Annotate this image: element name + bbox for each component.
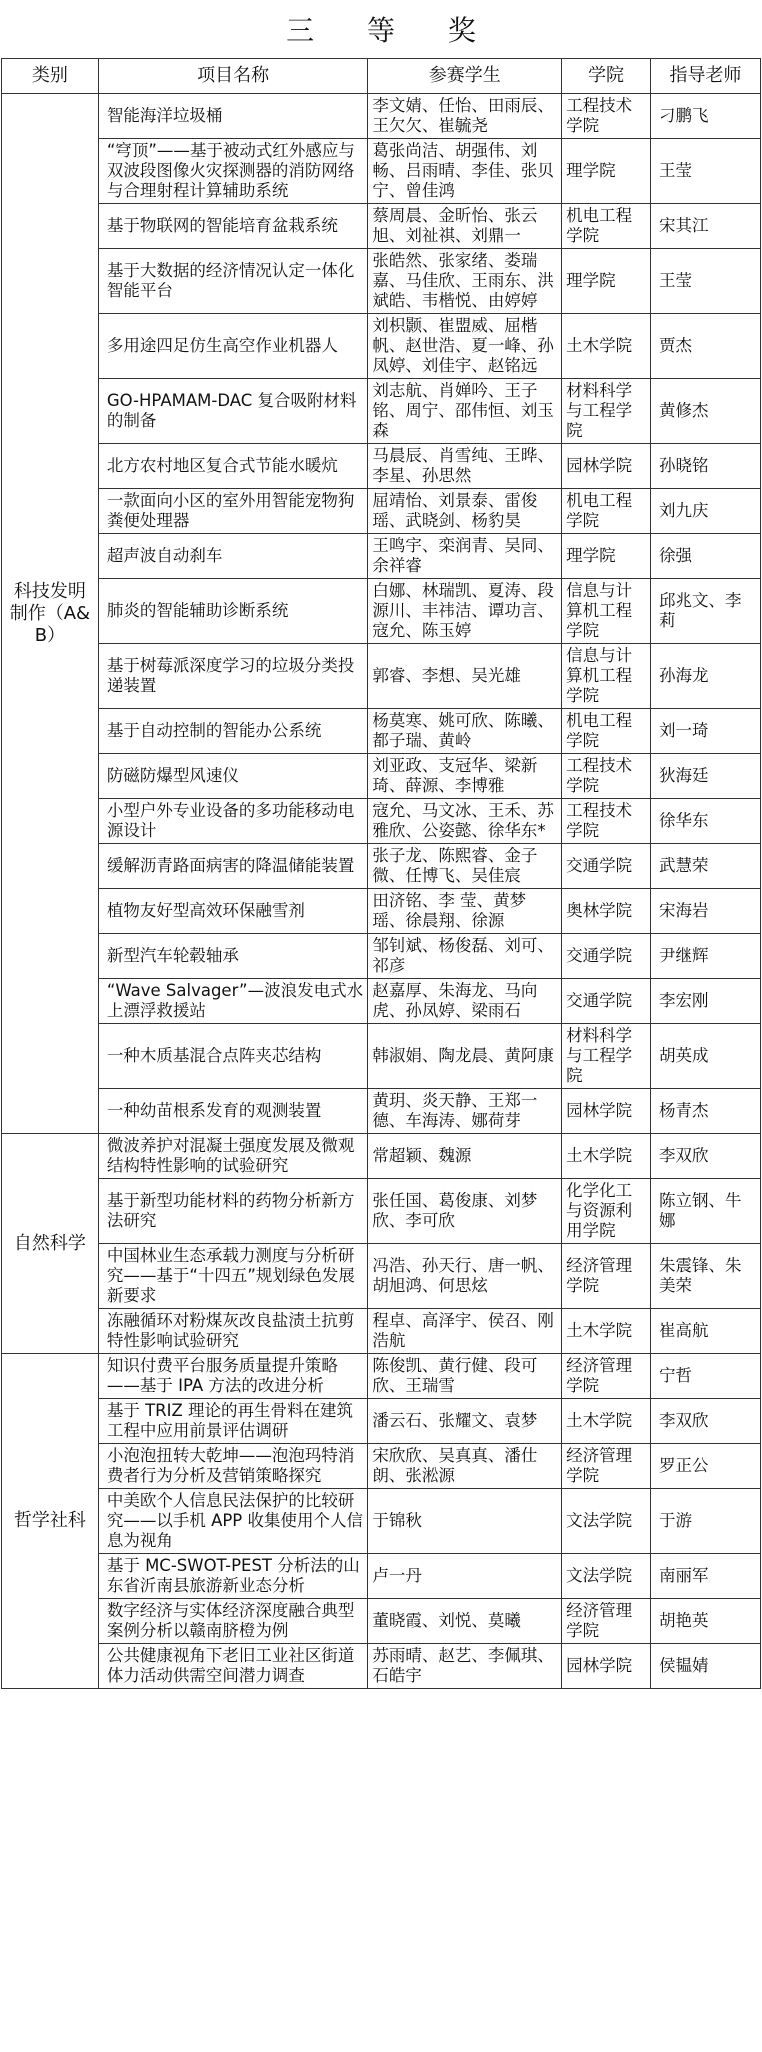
project-cell: GO-HPAMAM-DAC 复合吸附材料的制备: [98, 379, 368, 444]
advisor-cell: 刘九庆: [651, 489, 761, 534]
advisor-cell: 李双欣: [651, 1399, 761, 1444]
table-row: [2, 1554, 761, 1599]
project-cell: 基于 MC-SWOT-PEST 分析法的山东省沂南县旅游新业态分析: [98, 1554, 368, 1599]
students-cell: 常超颖、魏源: [368, 1134, 562, 1179]
table-row: [2, 1134, 761, 1179]
table-row: [2, 1644, 761, 1689]
project-cell: 北方农村地区复合式节能水暖炕: [98, 444, 368, 489]
project-cell: 缓解沥青路面病害的降温储能装置: [98, 844, 368, 889]
advisor-cell: 崔高航: [651, 1309, 761, 1354]
students-cell: 刘亚政、支冠华、梁新琦、薛源、李博雅: [368, 754, 562, 799]
project-cell: 植物友好型高效环保融雪剂: [98, 889, 368, 934]
project-cell: 微波养护对混凝土强度发展及微观结构特性影响的试验研究: [98, 1134, 368, 1179]
project-cell: 一种幼苗根系发育的观测装置: [98, 1089, 368, 1134]
students-cell: 白娜、林瑞凯、夏涛、段源川、丰祎洁、谭功言、寇允、陈玉婷: [368, 579, 562, 644]
college-cell: 机电工程学院: [562, 204, 651, 249]
advisor-cell: 王莹: [651, 139, 761, 204]
award-table: [1, 58, 761, 1689]
advisor-cell: 孙晓铭: [651, 444, 761, 489]
table-row: [2, 489, 761, 534]
project-cell: 肺炎的智能辅助诊断系统: [98, 579, 368, 644]
students-cell: 刘志航、肖婵吟、王子铭、周宁、邵伟恒、刘玉森: [368, 379, 562, 444]
table-row: [2, 1399, 761, 1444]
project-cell: 小型户外专业设备的多功能移动电源设计: [98, 799, 368, 844]
students-cell: 黄玥、炎天静、王郑一德、车海涛、娜荷芽: [368, 1089, 562, 1134]
table-body: [2, 94, 761, 1689]
table-row: [2, 139, 761, 204]
advisor-cell: 徐强: [651, 534, 761, 579]
college-cell: 工程技术学院: [562, 754, 651, 799]
college-cell: 经济管理学院: [562, 1599, 651, 1644]
project-cell: 基于 TRIZ 理论的再生骨料在建筑工程中应用前景评估调研: [98, 1399, 368, 1444]
header-students: 参赛学生: [368, 59, 562, 94]
page-title: 三 等 奖: [286, 14, 498, 47]
header-advisor: 指导老师: [651, 59, 761, 94]
project-cell: 中美欧个人信息民法保护的比较研究——以手机 APP 收集使用个人信息为视角: [98, 1489, 368, 1554]
students-cell: 陈俊凯、黄行健、段可欣、王瑞雪: [368, 1354, 562, 1399]
table-row: [2, 444, 761, 489]
advisor-cell: 杨青杰: [651, 1089, 761, 1134]
project-cell: 小泡泡扭转大乾坤——泡泡玛特消费者行为分析及营销策略探究: [98, 1444, 368, 1489]
advisor-cell: 宁哲: [651, 1354, 761, 1399]
table-row: [2, 1089, 761, 1134]
college-cell: 经济管理学院: [562, 1244, 651, 1309]
college-cell: 材料科学与工程学院: [562, 379, 651, 444]
project-cell: 一款面向小区的室外用智能宠物狗粪便处理器: [98, 489, 368, 534]
project-cell: 防磁防爆型风速仪: [98, 754, 368, 799]
advisor-cell: 邱兆文、李莉: [651, 579, 761, 644]
students-cell: 韩淑娟、陶龙晨、黄阿康: [368, 1024, 562, 1089]
college-cell: 理学院: [562, 139, 651, 204]
table-row: [2, 204, 761, 249]
students-cell: 卢一丹: [368, 1554, 562, 1599]
students-cell: 潘云石、张耀文、袁梦: [368, 1399, 562, 1444]
project-cell: 基于自动控制的智能办公系统: [98, 709, 368, 754]
college-cell: 园林学院: [562, 1644, 651, 1689]
advisor-cell: 黄修杰: [651, 379, 761, 444]
table-row: [2, 579, 761, 644]
advisor-cell: 武慧荣: [651, 844, 761, 889]
students-cell: 王鸣宇、栾润青、吴同、余祥睿: [368, 534, 562, 579]
students-cell: 程卓、高泽宇、侯召、刚浩航: [368, 1309, 562, 1354]
students-cell: 冯浩、孙天行、唐一帆、胡旭鸿、何思炫: [368, 1244, 562, 1309]
college-cell: 交通学院: [562, 934, 651, 979]
project-cell: 公共健康视角下老旧工业社区街道体力活动供需空间潜力调查: [98, 1644, 368, 1689]
project-cell: 中国林业生态承载力测度与分析研究——基于“十四五”规划绿色发展新要求: [98, 1244, 368, 1309]
table-row: [2, 754, 761, 799]
project-cell: “穹顶”——基于被动式红外感应与双波段图像火灾探测器的消防网络与合理射程计算辅助系统: [98, 139, 368, 204]
college-cell: 园林学院: [562, 1089, 651, 1134]
table-row: [2, 979, 761, 1024]
college-cell: 信息与计算机工程学院: [562, 644, 651, 709]
category-cell: 自然科学: [2, 1134, 99, 1354]
project-cell: 智能海洋垃圾桶: [98, 94, 368, 139]
project-cell: 超声波自动刹车: [98, 534, 368, 579]
advisor-cell: 尹继辉: [651, 934, 761, 979]
category-cell: 哲学社科: [2, 1354, 99, 1689]
table-row: [2, 249, 761, 314]
students-cell: 田济铭、李 莹、黄梦瑶、徐晨翔、徐源: [368, 889, 562, 934]
college-cell: 工程技术学院: [562, 94, 651, 139]
students-cell: 邹钊斌、杨俊磊、刘可、祁彦: [368, 934, 562, 979]
students-cell: 张子龙、陈熙睿、金子微、任博飞、吴佳宸: [368, 844, 562, 889]
table-row: [2, 799, 761, 844]
advisor-cell: 刘一琦: [651, 709, 761, 754]
college-cell: 土木学院: [562, 1399, 651, 1444]
table-row: [2, 1444, 761, 1489]
advisor-cell: 宋海岩: [651, 889, 761, 934]
students-cell: 张皓然、张家绪、娄瑞嘉、马佳欣、王雨东、洪斌皓、韦楷悦、由婷婷: [368, 249, 562, 314]
college-cell: 工程技术学院: [562, 799, 651, 844]
students-cell: 寇允、马文冰、王禾、苏雅欣、公姿懿、徐华东*: [368, 799, 562, 844]
advisor-cell: 朱震锋、朱美荣: [651, 1244, 761, 1309]
college-cell: 奥林学院: [562, 889, 651, 934]
college-cell: 文法学院: [562, 1489, 651, 1554]
students-cell: 赵嘉厚、朱海龙、马向虎、孙凤婷、梁雨石: [368, 979, 562, 1024]
college-cell: 经济管理学院: [562, 1354, 651, 1399]
advisor-cell: 侯韫婧: [651, 1644, 761, 1689]
college-cell: 文法学院: [562, 1554, 651, 1599]
table-row: [2, 94, 761, 139]
college-cell: 土木学院: [562, 314, 651, 379]
project-cell: 基于大数据的经济情况认定一体化智能平台: [98, 249, 368, 314]
college-cell: 园林学院: [562, 444, 651, 489]
advisor-cell: 王莹: [651, 249, 761, 314]
header-category: 类别: [2, 59, 99, 94]
students-cell: 屈靖怡、刘景泰、雷俊瑶、武晓剑、杨豹昊: [368, 489, 562, 534]
students-cell: 刘枳颢、崔盟威、屈楷帆、赵世浩、夏一峰、孙凤婷、刘佳宇、赵铭远: [368, 314, 562, 379]
project-cell: 新型汽车轮毂轴承: [98, 934, 368, 979]
advisor-cell: 胡艳英: [651, 1599, 761, 1644]
project-cell: 知识付费平台服务质量提升策略——基于 IPA 方法的改进分析: [98, 1354, 368, 1399]
advisor-cell: 贾杰: [651, 314, 761, 379]
students-cell: 杨莫寒、姚可欣、陈曦、都子瑞、黄岭: [368, 709, 562, 754]
table-row: [2, 644, 761, 709]
advisor-cell: 胡英成: [651, 1024, 761, 1089]
table-row: [2, 1179, 761, 1244]
table-row: [2, 1354, 761, 1399]
students-cell: 张任国、葛俊康、刘梦欣、李可欣: [368, 1179, 562, 1244]
project-cell: 冻融循环对粉煤灰改良盐渍土抗剪特性影响试验研究: [98, 1309, 368, 1354]
project-cell: 基于物联网的智能培育盆栽系统: [98, 204, 368, 249]
students-cell: 宋欣欣、吴真真、潘仕朗、张淞源: [368, 1444, 562, 1489]
table-row: [2, 534, 761, 579]
table-row: [2, 1244, 761, 1309]
students-cell: 郭睿、李想、吴光雄: [368, 644, 562, 709]
advisor-cell: 刁鹏飞: [651, 94, 761, 139]
advisor-cell: 孙海龙: [651, 644, 761, 709]
college-cell: 经济管理学院: [562, 1444, 651, 1489]
header-project: 项目名称: [98, 59, 368, 94]
advisor-cell: 宋其江: [651, 204, 761, 249]
project-cell: 数字经济与实体经济深度融合典型案例分析以赣南脐橙为例: [98, 1599, 368, 1644]
table-row: [2, 314, 761, 379]
advisor-cell: 于游: [651, 1489, 761, 1554]
project-cell: “Wave Salvager”—波浪发电式水上漂浮救援站: [98, 979, 368, 1024]
table-row: [2, 379, 761, 444]
advisor-cell: 李宏刚: [651, 979, 761, 1024]
table-row: [2, 934, 761, 979]
college-cell: 信息与计算机工程学院: [562, 579, 651, 644]
advisor-cell: 徐华东: [651, 799, 761, 844]
college-cell: 理学院: [562, 534, 651, 579]
table-row: [2, 1309, 761, 1354]
advisor-cell: 狄海廷: [651, 754, 761, 799]
project-cell: 基于树莓派深度学习的垃圾分类投递装置: [98, 644, 368, 709]
students-cell: 苏雨晴、赵艺、李佩琪、石皓宇: [368, 1644, 562, 1689]
advisor-cell: 李双欣: [651, 1134, 761, 1179]
college-cell: 土木学院: [562, 1134, 651, 1179]
advisor-cell: 陈立钢、牛娜: [651, 1179, 761, 1244]
table-row: [2, 1599, 761, 1644]
project-cell: 基于新型功能材料的药物分析新方法研究: [98, 1179, 368, 1244]
category-cell: 科技发明制作（A&B）: [2, 94, 99, 1134]
students-cell: 葛张尚洁、胡强伟、刘畅、吕雨晴、李佳、张贝宁、曾佳鸿: [368, 139, 562, 204]
college-cell: 材料科学与工程学院: [562, 1024, 651, 1089]
table-row: [2, 1024, 761, 1089]
project-cell: 多用途四足仿生高空作业机器人: [98, 314, 368, 379]
students-cell: 蔡周晨、金昕怡、张云旭、刘祉祺、刘鼎一: [368, 204, 562, 249]
students-cell: 马晨辰、肖雪纯、王晔、李星、孙思然: [368, 444, 562, 489]
table-row: [2, 844, 761, 889]
project-cell: 一种木质基混合点阵夹芯结构: [98, 1024, 368, 1089]
advisor-cell: 罗正公: [651, 1444, 761, 1489]
college-cell: 化学化工与资源利用学院: [562, 1179, 651, 1244]
header-college: 学院: [562, 59, 651, 94]
students-cell: 李文婧、任怡、田雨辰、王欠欠、崔毓尧: [368, 94, 562, 139]
college-cell: 交通学院: [562, 979, 651, 1024]
college-cell: 理学院: [562, 249, 651, 314]
table-row: [2, 1489, 761, 1554]
students-cell: 于锦秋: [368, 1489, 562, 1554]
college-cell: 机电工程学院: [562, 709, 651, 754]
college-cell: 机电工程学院: [562, 489, 651, 534]
advisor-cell: 南丽军: [651, 1554, 761, 1599]
table-row: [2, 709, 761, 754]
college-cell: 土木学院: [562, 1309, 651, 1354]
students-cell: 董晓霞、刘悦、莫曦: [368, 1599, 562, 1644]
college-cell: 交通学院: [562, 844, 651, 889]
table-header-row: [2, 59, 761, 94]
table-row: [2, 889, 761, 934]
